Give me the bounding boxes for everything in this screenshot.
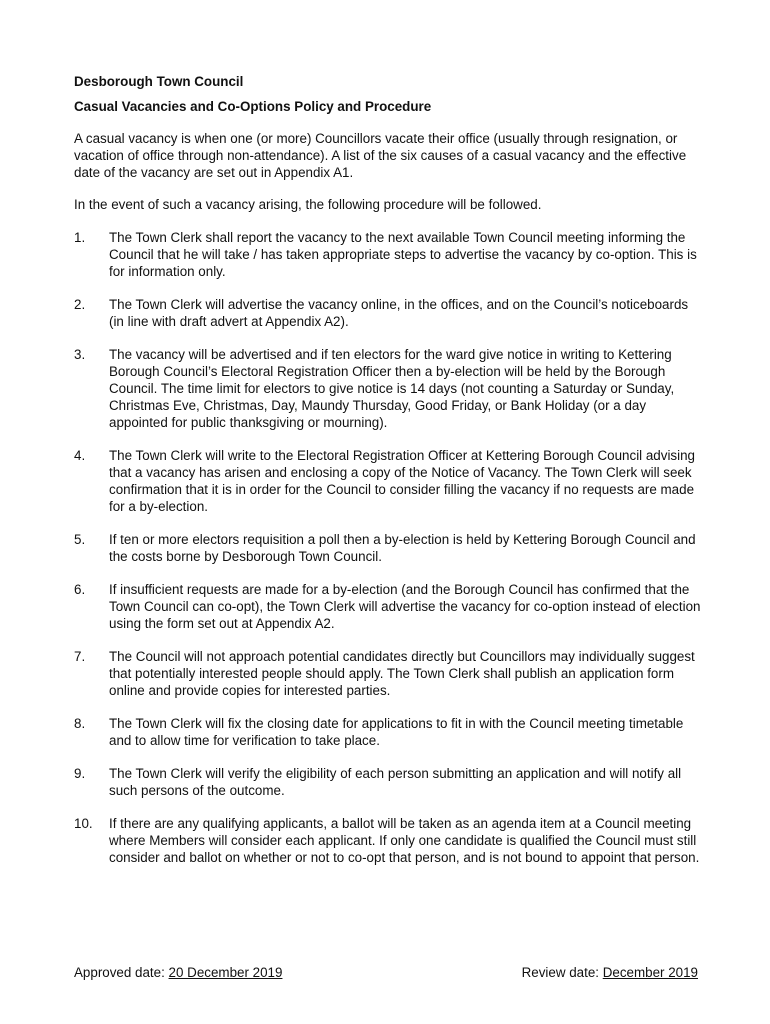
document-body bbox=[74, 73, 702, 866]
list-item-number: 8. bbox=[74, 716, 86, 731]
list-item bbox=[74, 765, 702, 799]
list-item bbox=[74, 296, 702, 330]
list-item-number: 1. bbox=[74, 230, 86, 245]
list-item bbox=[74, 447, 702, 515]
list-item-text: The Town Clerk will advertise the vacancy online, in the offices, and on the Council’s noticeboards (in line with draft advert at Appendix A2). bbox=[109, 297, 689, 329]
list-item bbox=[74, 581, 702, 632]
list-item-number: 9. bbox=[74, 766, 86, 781]
list-item bbox=[74, 346, 702, 431]
approved-date-value: 20 December 2019 bbox=[168, 965, 283, 980]
list-item-text: The Town Clerk shall report the vacancy to the next available Town Council meeting informing the Council that he will take / has taken appropriate steps to advertise the vacancy by co-option. This is for information only. bbox=[109, 230, 697, 279]
list-item-number: 6. bbox=[74, 582, 86, 597]
list-item-number: 10. bbox=[74, 816, 93, 831]
list-item bbox=[74, 531, 702, 565]
list-item-number: 4. bbox=[74, 448, 86, 463]
list-item-text: If ten or more electors requisition a poll then a by-election is held by Kettering Borough Council and the costs borne by Desborough Town Council. bbox=[109, 532, 696, 564]
list-item bbox=[74, 648, 702, 699]
list-item-number: 7. bbox=[74, 649, 86, 664]
list-item-text: If there are any qualifying applicants, a ballot will be taken as an agenda item at a Council meeting where Members will consider each applicant. If only one candidate is qualified the Council must still consider and ballot on whether or not to co-opt that person, and is not bound to appoint that person. bbox=[109, 816, 700, 865]
list-item bbox=[74, 229, 702, 280]
review-date-value: December 2019 bbox=[602, 965, 698, 980]
review-date-label: Review date: bbox=[521, 965, 603, 980]
list-item bbox=[74, 715, 702, 749]
document-title: Casual Vacancies and Co-Options Policy and Procedure bbox=[74, 99, 432, 114]
list-item-number: 3. bbox=[74, 347, 86, 362]
list-item-number: 2. bbox=[74, 297, 86, 312]
list-item-number: 5. bbox=[74, 532, 86, 547]
procedure-list bbox=[74, 229, 702, 866]
list-item-text: The Town Clerk will write to the Electoral Registration Officer at Kettering Borough Council advising that a vacancy has arisen and enclosing a copy of the Notice of Vacancy. The Town Clerk will seek confirmation that it is in order for the Council to consider filling the vacancy if no requests are made for a by-election. bbox=[109, 448, 695, 514]
review-date bbox=[522, 964, 698, 981]
approved-date bbox=[74, 964, 282, 981]
lead-paragraph: In the event of such a vacancy arising, the following procedure will be followed. bbox=[74, 197, 542, 212]
list-item-text: The vacancy will be advertised and if ten electors for the ward give notice in writing to Kettering Borough Council’s Electoral Registration Officer then a by-election will be held by the Borough Council. The time limit for electors to give notice is 14 days (not counting a Saturday or Sunday, Christmas Eve, Christmas, Day, Maundy Thursday, Good Friday, or Bank Holiday (or a day appointed for public thanksgiving or mourning). bbox=[109, 347, 675, 430]
list-item-text: The Town Clerk will fix the closing date for applications to fit in with the Council meeting timetable and to allow time for verification to take place. bbox=[109, 716, 684, 748]
list-item-text: The Town Clerk will verify the eligibility of each person submitting an application and will notify all such persons of the outcome. bbox=[109, 766, 682, 798]
approved-date-label: Approved date: bbox=[74, 965, 169, 980]
intro-paragraph: A casual vacancy is when one (or more) Councillors vacate their office (usually through resignation, or vacation of office through non-attendance). A list of the six causes of a casual vacancy and the effective date of the vacancy are set out in Appendix A1. bbox=[74, 131, 687, 180]
list-item-text: If insufficient requests are made for a by-election (and the Borough Council has confirmed that the Town Council can co-opt), the Town Clerk will advertise the vacancy for co-option instead of election using the form set out at Appendix A2. bbox=[109, 582, 701, 631]
list-item bbox=[74, 815, 702, 866]
organisation-name: Desborough Town Council bbox=[74, 74, 244, 89]
list-item-text: The Council will not approach potential candidates directly but Councillors may individually suggest that potentially interested people should apply. The Town Clerk shall publish an application form online and provide copies for interested parties. bbox=[109, 649, 695, 698]
